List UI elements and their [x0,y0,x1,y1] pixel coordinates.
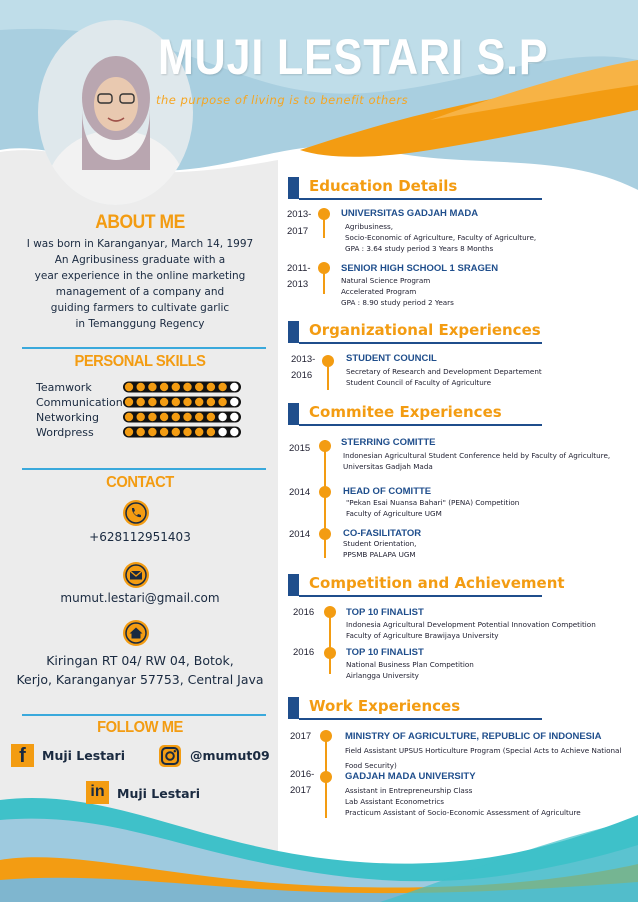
heading-underline [299,342,542,344]
timeline-dot [322,355,334,367]
heading-bar [288,177,299,199]
desc-line: Universitas Gadjah Mada [343,462,433,471]
skill-dot [172,413,180,421]
entry-title: UNIVERSITAS GADJAH MADA [341,208,479,219]
entry-title: MINISTRY OF AGRICULTURE, REPUBLIC OF INDONESIA [345,731,602,742]
skill-dot [137,413,145,421]
heading-bar [288,574,299,596]
facebook-icon[interactable] [11,744,34,767]
entry-title: CO-FASILITATOR [343,528,422,539]
timeline-dot [324,606,336,618]
organizational-title: Organizational Experiences [309,321,541,339]
competition-heading [288,574,565,596]
entry-desc [345,743,621,773]
skill-dot [183,398,191,406]
skill-dot [160,428,168,436]
divider [22,347,266,349]
skill-dot [207,383,215,391]
about-line: in Temanggung Regency [75,318,205,330]
timeline-dot [319,528,331,540]
skill-dot [183,413,191,421]
desc-line: Socio-Economic of Agriculture, Faculty of Agriculture, [345,233,537,242]
skill-dot [218,398,226,406]
entry-desc [343,538,416,560]
desc-line: Indonesia Agricultural Development Potential Innovation Competition [346,620,596,629]
entry-title: GADJAH MADA UNIVERSITY [345,771,476,782]
year: 2014 [289,487,311,498]
instagram-link[interactable]: @mumut09 [190,748,270,763]
year: 2017 [290,785,312,796]
desc-line: Student Orientation, [343,539,417,548]
heading-bar [288,403,299,425]
desc-line: "Pekan Esai Nuansa Bahari" (PENA) Competition [346,498,520,507]
timeline-line [329,610,331,674]
facebook-glyph: f [19,745,26,767]
skill-dot [160,383,168,391]
skill-dot [125,413,133,421]
desc-line: Airlangga University [346,671,419,680]
committee-title: Commitee Experiences [309,403,502,421]
timeline-dot [320,730,332,742]
heading-underline [299,424,542,426]
skill-dot [148,428,156,436]
timeline-dot [319,486,331,498]
tagline: the purpose of living is to benefit others [156,93,409,107]
desc-line: Faculty of Agriculture Brawijaya University [346,631,499,640]
follow-title: FOLLOW ME [97,719,183,736]
heading-underline [299,198,542,200]
year: 2015 [289,443,311,454]
about-text [5,236,275,332]
skill-rating [123,379,243,441]
skill-dot [183,383,191,391]
desc-line: National Business Plan Competition [346,660,474,669]
address-line: Kerjo, Karanganyar 57753, Central Java [16,672,264,687]
desc-line: Field Assistant UPSUS Horticulture Program (Special Acts to Achieve National [345,746,622,755]
desc-line: Assistant in Entrepreneurship Class [345,786,473,795]
skill-dot [218,383,226,391]
skill-dot [195,428,203,436]
skill-dot [230,428,238,436]
contact-title: CONTACT [106,474,174,491]
linkedin-link[interactable]: Muji Lestari [117,786,201,801]
facebook-link[interactable]: Muji Lestari [42,748,126,763]
skill-dot [218,428,226,436]
timeline-dot [319,440,331,452]
skill-dot [230,398,238,406]
entry-title: STERRING COMITTE [341,437,436,448]
education-title: Education Details [309,177,458,195]
email-address: mumut.lestari@gmail.com [60,591,220,605]
entry-title: STUDENT COUNCIL [346,353,437,364]
competition-title: Competition and Achievement [309,574,565,592]
about-line: year experience in the online marketing [34,270,246,282]
year: 2011- [287,263,311,274]
desc-line: Practicum Assistant of Socio-Economic Assessment of Agriculture [345,808,581,817]
timeline-dot [318,262,330,274]
committee-heading [288,403,542,425]
phone-icon [123,500,149,526]
skill-dot [148,398,156,406]
skill-dot [160,413,168,421]
entry-desc [341,275,454,308]
divider [22,468,266,470]
year: 2013- [291,354,316,365]
year: 2017 [287,226,309,237]
education-heading [288,177,542,199]
desc-line: GPA : 3.64 study period 3 Years 8 Months [345,244,494,253]
skill-dot [137,398,145,406]
desc-line: Student Council of Faculty of Agriculture [346,378,492,387]
desc-line: Food Security) [345,761,397,770]
skill-dot [125,383,133,391]
entry-desc [346,366,542,388]
heading-bar [288,321,299,343]
resume-name: MUJI LESTARI S.P [158,29,549,85]
desc-line: Lab Assistant Econometrics [345,797,445,806]
skill-dot [137,383,145,391]
entry-desc [346,619,596,641]
skill-dot [183,428,191,436]
about-line: An Agribusiness graduate with a [54,254,226,266]
skill-dot [148,413,156,421]
skill-name: Wordpress [36,426,94,439]
entry-desc [346,497,519,519]
year: 2016- [290,769,315,780]
skill-dot [125,428,133,436]
entry-title: TOP 10 FINALIST [346,607,424,618]
skill-dot [195,383,203,391]
divider [22,714,266,716]
entry-title: TOP 10 FINALIST [346,647,424,658]
heading-underline [299,595,542,597]
skill-dot [172,383,180,391]
entry-title: SENIOR HIGH SCHOOL 1 SRAGEN [341,263,499,274]
desc-line: Indonesian Agricultural Student Conference held by Faculty of Agriculture, [343,451,611,460]
heading-underline [299,718,542,720]
desc-line: GPA : 8.90 study period 2 Years [341,298,454,307]
year: 2016 [291,370,313,381]
entry-title: HEAD OF COMITTE [343,486,432,497]
desc-line: Accelerated Program [341,287,417,296]
skill-name: Networking [36,411,99,424]
home-icon [123,620,149,646]
year: 2016 [293,647,315,658]
address [5,651,275,689]
timeline-dot [320,771,332,783]
desc-line: Faculty of Agriculture UGM [346,509,442,518]
about-line: guiding farmers to cultivate garlic [50,302,230,314]
year: 2016 [293,607,315,618]
skill-dot [207,428,215,436]
timeline-dot [318,208,330,220]
envelope-icon [123,562,149,588]
skill-name: Communication [36,396,123,409]
entry-desc [346,659,474,681]
timeline-dot [324,647,336,659]
skill-dot [172,398,180,406]
year: 2014 [289,529,311,540]
skill-dot [137,428,145,436]
skill-dot [230,413,238,421]
heading-bar [288,697,299,719]
phone-number: +628112951403 [89,530,191,544]
address-line: Kiringan RT 04/ RW 04, Botok, [46,653,234,668]
work-heading [288,697,542,719]
entry-desc [345,785,581,818]
skill-dot [172,428,180,436]
skill-dot [160,398,168,406]
timeline-line [324,440,326,558]
linkedin-icon[interactable] [86,781,109,804]
about-title: ABOUT ME [95,212,185,233]
organizational-heading [288,321,542,343]
desc-line: Natural Science Program [341,276,431,285]
desc-line: Agribusiness, [345,222,394,231]
skill-dot [230,383,238,391]
desc-line: PPSMB PALAPA UGM [343,550,416,559]
about-line: I was born in Karanganyar, March 14, 1997 [26,238,254,250]
about-line: management of a company and [55,286,225,298]
skill-dot [195,398,203,406]
skill-name: Teamwork [36,381,92,394]
work-title: Work Experiences [309,697,461,715]
skill-dot [195,413,203,421]
skill-dot [207,398,215,406]
skill-dot [218,413,226,421]
skill-dot [148,383,156,391]
desc-line: Secretary of Research and Development Departement [346,367,542,376]
instagram-icon[interactable] [158,744,182,768]
skill-dot [207,413,215,421]
linkedin-glyph: in [90,783,105,800]
year: 2013 [287,279,309,290]
year: 2013- [287,209,312,220]
entry-desc [343,450,610,472]
year: 2017 [290,731,312,742]
entry-desc [345,221,536,254]
skill-dot [125,398,133,406]
skills-title: PERSONAL SKILLS [74,353,206,370]
